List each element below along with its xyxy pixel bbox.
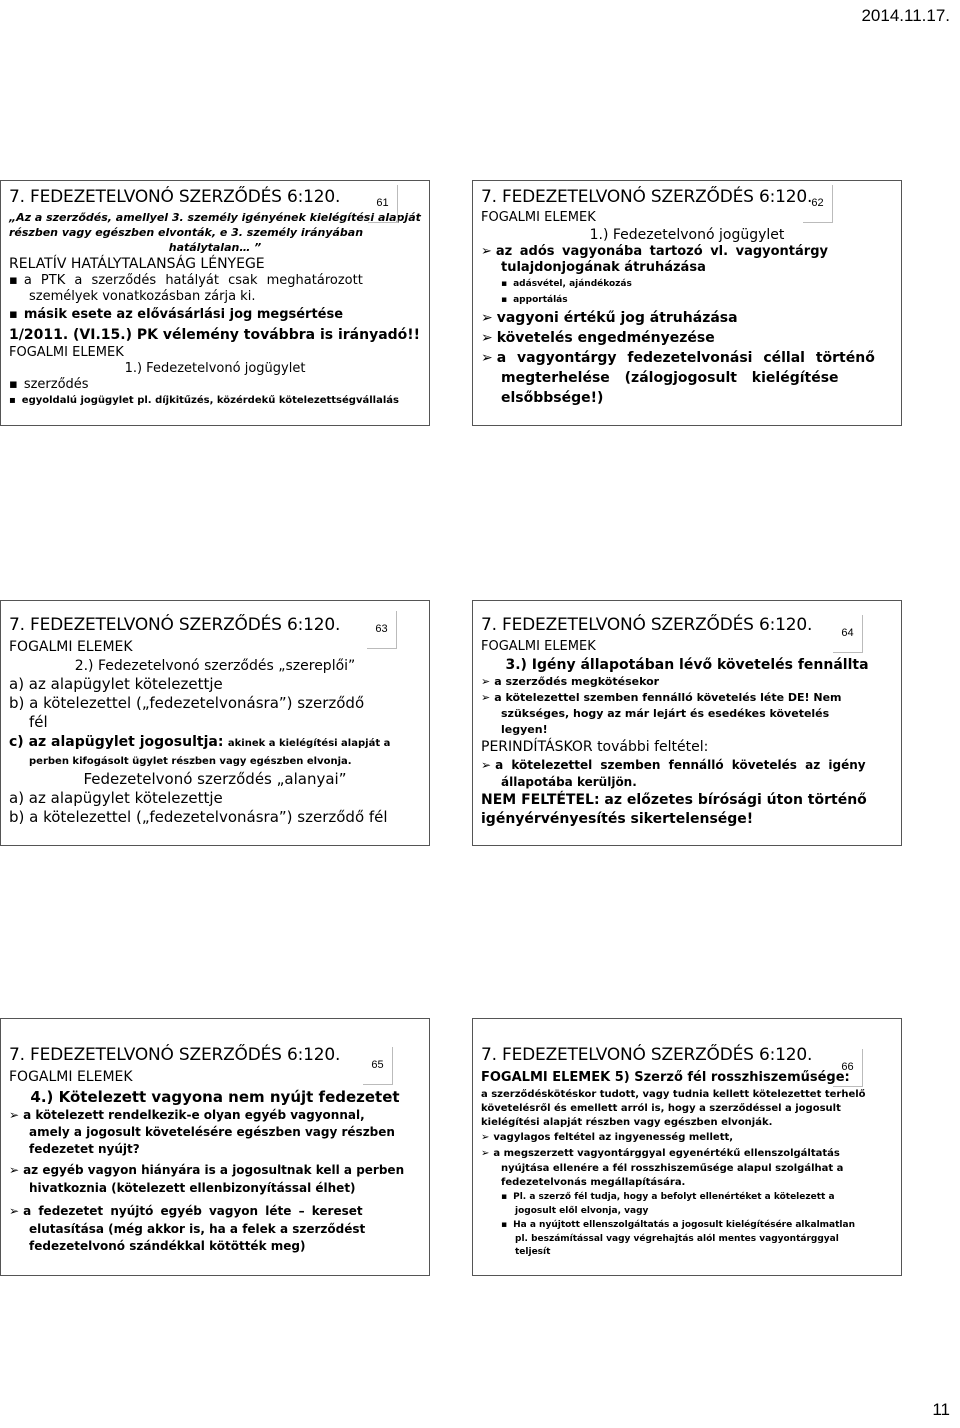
- slide-title: 7. FEDEZETELVONÓ SZERZŐDÉS 6:120.: [9, 1045, 341, 1065]
- sub-bullet-cont: jogosult elől elvonja, vagy: [515, 1206, 649, 1216]
- arrow-item: ➢ a kötelezettel szemben fennálló követelés léte DE! Nem: [481, 690, 893, 706]
- sub-bullet: ▪ adásvétel, ajándékozás: [481, 276, 893, 292]
- arrow-item-cont: elsőbbsége!): [501, 390, 604, 406]
- slide-title: 7. FEDEZETELVONÓ SZERZŐDÉS 6:120.: [481, 187, 813, 207]
- slide-number: 63: [367, 611, 397, 649]
- quote-line: hatálytalan… ”: [168, 241, 262, 254]
- fogalmi-elemek: FOGALMI ELEMEK: [9, 345, 124, 360]
- list-item: b) a kötelezettel („fedezetelvonásra”) szerződő: [9, 694, 365, 712]
- fogalmi-elemek: FOGALMI ELEMEK: [9, 1069, 133, 1085]
- arrow-item: ➢ vagylagos feltétel az ingyenesség mellett,: [481, 1130, 893, 1146]
- arrow-item-cont: nyújtása ellenére a fél rosszhiszeműsége alapul szolgálhat a: [501, 1163, 844, 1174]
- arrow-item-cont: állapotába kerüljön.: [501, 775, 637, 789]
- slide-title: 7. FEDEZETELVONÓ SZERZŐDÉS 6:120.: [481, 1045, 813, 1065]
- slide-61: [0, 180, 430, 426]
- slide-62: [472, 180, 902, 426]
- subheading: 1.) Fedezetelvonó jogügylet: [124, 361, 306, 376]
- subheading: 3.) Igény állapotában lévő követelés fennállta: [505, 657, 869, 673]
- date-header: 2014.11.17.: [861, 6, 950, 25]
- arrow-item: ➢ a kötelezett rendelkezik-e olyan egyéb vagyonnal,: [9, 1107, 421, 1124]
- slide-63: [0, 600, 430, 846]
- arrow-item-cont: legyen!: [501, 723, 548, 736]
- nem-feltetel-cont: igényérvényesítés sikertelensége!: [481, 811, 754, 827]
- arrow-item-cont: fedezetelvonó szándékkal kötötték meg): [29, 1239, 306, 1253]
- arrow-item-cont: hivatkoznia (kötelezett ellenbizonyítással élhet): [29, 1181, 356, 1195]
- list-item: a) az alapügylet kötelezettje: [9, 675, 223, 693]
- sub-bullet: ▪ Pl. a szerző fél tudja, hogy a befolyt ellenértéket a kötelezett a: [481, 1190, 893, 1205]
- arrow-item-cont: fedezetelvonás megállapítására.: [501, 1177, 686, 1188]
- arrow-item: ➢ az adós vagyonába tartozó vl. vagyontárgy: [481, 244, 893, 260]
- bullet-item: ▪ másik esete az elővásárlási jog megsértése: [9, 305, 421, 325]
- perinditaskor-heading: PERINDÍTÁSKOR további feltétel:: [481, 739, 709, 755]
- sub-bullet: ▪ apportálás: [481, 292, 893, 308]
- bullet-item: ▪ a PTK a szerződés hatályát csak meghatározott: [9, 273, 421, 289]
- slide-title: 7. FEDEZETELVONÓ SZERZŐDÉS 6:120.: [481, 615, 813, 635]
- arrow-item: ➢ a vagyontárgy fedezetelvonási céllal történő: [481, 348, 893, 368]
- bullet-item: ▪ egyoldalú jogügylet pl. díjkitűzés, közérdekű kötelezettségvállalás: [9, 393, 421, 409]
- arrow-item-cont: tulajdonjogának átruházása: [501, 260, 706, 275]
- quote-line: „Az a szerződés, amellyel 3. személy igényének kielégítési alapját: [9, 211, 421, 224]
- subheading: 2.) Fedezetelvonó szerződés „szereplői”: [74, 658, 356, 674]
- arrow-item-cont: amely a jogosult követelésére egészben vagy részben: [29, 1125, 395, 1139]
- arrow-item: ➢ követelés engedményezése: [481, 328, 893, 348]
- list-item: a) az alapügylet kötelezettje: [9, 789, 223, 807]
- slide-66: [472, 1018, 902, 1276]
- arrow-item: ➢ a fedezetet nyújtó egyéb vagyon léte – kereset: [9, 1201, 421, 1221]
- page-number: 11: [932, 1400, 950, 1419]
- fogalmi-elemek: FOGALMI ELEMEK: [9, 639, 133, 655]
- arrow-item-cont: megterhelése (zálogjogosult kielégítése: [501, 370, 839, 386]
- bullet-item: ▪ szerződés: [9, 377, 421, 393]
- slide-title: 7. FEDEZETELVONÓ SZERZŐDÉS 6:120.: [9, 615, 341, 635]
- list-item-note: akinek a kielégítési alapját a: [227, 738, 391, 749]
- arrow-item-cont: szükséges, hogy az már lejárt és esedékes követelés: [501, 707, 830, 720]
- slide-number: 61: [368, 185, 398, 223]
- slide-number: 66: [833, 1049, 863, 1087]
- slide-number: 65: [363, 1047, 393, 1085]
- paragraph-line: követelésről és emellett arról is, hogy a szerződéssel a jogosult: [481, 1103, 841, 1114]
- slide-number: 64: [833, 615, 863, 653]
- fogalmi-elemek: FOGALMI ELEMEK: [481, 210, 596, 225]
- fogalmi-elemek: FOGALMI ELEMEK 5) Szerző fél rosszhiszeműsége:: [481, 1070, 850, 1085]
- slide-title: 7. FEDEZETELVONÓ SZERZŐDÉS 6:120.: [9, 187, 341, 207]
- slide-65: [0, 1018, 430, 1276]
- arrow-item: ➢ a megszerzett vagyontárggyal egyenértékű ellenszolgáltatás: [481, 1146, 893, 1162]
- section-heading: RELATÍV HATÁLYTALANSÁG LÉNYEGE: [9, 256, 265, 272]
- paragraph-line: kielégítési alapját részben vagy egészben elvonják.: [481, 1117, 773, 1128]
- subheading: 1.) Fedezetelvonó jogügylet: [589, 227, 785, 243]
- nem-feltetel: NEM FELTÉTEL: az előzetes bírósági úton történő: [481, 792, 867, 808]
- sub-bullet-cont: pl. beszámítással vagy végrehajtás alól mentes vagyontárggyal: [515, 1234, 839, 1244]
- sub-bullet: ▪ Ha a nyújtott ellenszolgáltatás a jogosult kielégítésére alkalmatlan: [481, 1218, 893, 1233]
- quote-line: részben vagy egészben elvonták, e 3. személy irányában: [9, 226, 364, 239]
- arrow-item: ➢ a kötelezettel szemben fennálló követelés az igény: [481, 756, 893, 774]
- list-item-note: perben kifogásolt ügylet részben vagy egészben elvonja.: [29, 756, 352, 767]
- sub-bullet-cont: teljesít: [515, 1247, 551, 1257]
- subheading: Fedezetelvonó szerződés „alanyai”: [83, 770, 347, 788]
- subheading: 4.) Kötelezett vagyona nem nyújt fedezetet: [30, 1088, 400, 1106]
- arrow-item: ➢ az egyéb vagyon hiányára is a jogosultnak kell a perben: [9, 1160, 421, 1180]
- list-item: c) az alapügylet jogosultja:: [9, 734, 224, 750]
- list-item: b) a kötelezettel („fedezetelvonásra”) szerződő fél: [9, 808, 388, 826]
- fogalmi-elemek: FOGALMI ELEMEK: [481, 639, 596, 654]
- paragraph-line: a szerződéskötéskor tudott, vagy tudnia kellett kötelezettet terhelő: [481, 1089, 866, 1100]
- arrow-item-cont: elutasítása (még akkor is, ha a felek a szerződést: [29, 1222, 366, 1236]
- slide-64: [472, 600, 902, 846]
- list-item-cont: fél: [29, 713, 48, 731]
- bullet-item-cont: személyek vonatkozásban zárja ki.: [29, 289, 256, 304]
- slide-number: 62: [803, 185, 833, 223]
- arrow-item: ➢ vagyoni értékű jog átruházása: [481, 308, 893, 328]
- reference-line: 1/2011. (VI.15.) PK vélemény továbbra is irányadó!!: [9, 327, 421, 343]
- arrow-item: ➢ a szerződés megkötésekor: [481, 674, 893, 690]
- arrow-item-cont: fedezetet nyújt?: [29, 1142, 140, 1156]
